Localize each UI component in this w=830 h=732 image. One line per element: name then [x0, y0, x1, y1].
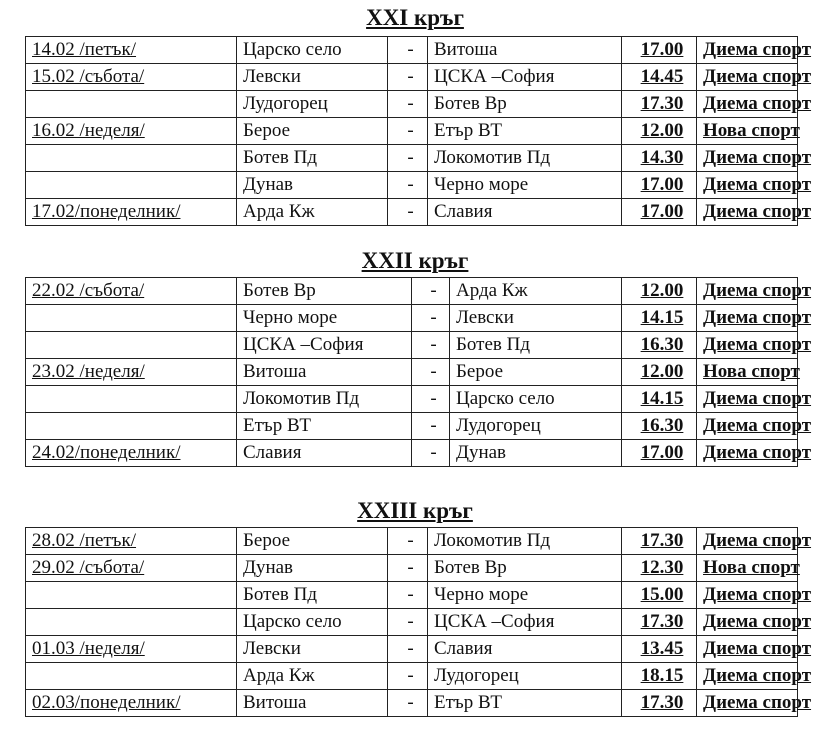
away-team-cell: Арда Кж	[450, 278, 622, 305]
separator-dash-cell: -	[388, 663, 428, 690]
home-team-cell: Берое	[237, 528, 388, 555]
kickoff-time: 12.00	[640, 361, 684, 382]
kickoff-time-cell	[622, 609, 697, 636]
kickoff-time: 12.00	[640, 120, 684, 141]
home-team-cell: Ботев Вр	[237, 278, 412, 305]
fixtures-table	[25, 527, 812, 717]
away-team-cell: Етър ВТ	[428, 690, 622, 717]
kickoff-time: 12.00	[640, 280, 684, 301]
tv-channel-cell	[697, 64, 812, 91]
match-date-cell	[26, 359, 237, 386]
home-team-cell: Левски	[237, 636, 388, 663]
match-date-cell	[26, 663, 237, 690]
away-team-cell: Берое	[450, 359, 622, 386]
match-date: 16.02 /неделя/	[32, 120, 145, 141]
separator-dash-cell: -	[388, 118, 428, 145]
tv-channel-cell	[697, 278, 812, 305]
kickoff-time-cell	[622, 91, 697, 118]
match-date: 01.03 /неделя/	[32, 638, 145, 659]
kickoff-time: 17.30	[640, 93, 684, 114]
tv-channel: Диема спорт	[703, 93, 812, 114]
tv-channel: Нова спорт	[703, 361, 800, 382]
away-team-cell: ЦСКА –София	[428, 609, 622, 636]
table-row	[26, 440, 798, 467]
table-row	[26, 305, 798, 332]
match-date-cell	[26, 37, 237, 64]
separator-dash-cell: -	[412, 305, 450, 332]
match-date: 17.02/понеделник/	[32, 201, 181, 222]
kickoff-time: 17.00	[640, 174, 684, 195]
tv-channel-cell	[697, 37, 812, 64]
table-row	[26, 582, 798, 609]
tv-channel-cell	[697, 172, 812, 199]
table-row	[26, 690, 798, 717]
table-row	[26, 609, 798, 636]
home-team-cell: Царско село	[237, 37, 388, 64]
tv-channel: Диема спорт	[703, 280, 812, 301]
match-date-cell	[26, 305, 237, 332]
kickoff-time-cell	[622, 663, 697, 690]
table-row	[26, 37, 798, 64]
separator-dash-cell: -	[412, 386, 450, 413]
kickoff-time-cell	[622, 64, 697, 91]
kickoff-time: 12.30	[640, 557, 684, 578]
tv-channel-cell	[697, 555, 798, 582]
kickoff-time: 17.30	[640, 530, 684, 551]
match-date: 15.02 /събота/	[32, 66, 145, 87]
table-row	[26, 278, 798, 305]
match-date-cell	[26, 332, 237, 359]
kickoff-time-cell	[622, 37, 697, 64]
away-team-cell: Локомотив Пд	[428, 528, 622, 555]
table-row	[26, 636, 798, 663]
kickoff-time-cell	[622, 305, 697, 332]
table-row	[26, 386, 798, 413]
kickoff-time-cell	[622, 332, 697, 359]
table-row	[26, 64, 798, 91]
kickoff-time: 14.30	[640, 147, 684, 168]
kickoff-time-cell	[622, 145, 697, 172]
tv-channel: Диема спорт	[703, 388, 812, 409]
table-row	[26, 528, 798, 555]
away-team-cell: Черно море	[428, 582, 622, 609]
kickoff-time-cell	[622, 172, 697, 199]
tv-channel-cell	[697, 663, 812, 690]
tv-channel: Диема спорт	[703, 147, 812, 168]
tv-channel-cell	[697, 636, 812, 663]
match-date: 24.02/понеделник/	[32, 442, 181, 463]
tv-channel: Нова спорт	[703, 557, 800, 578]
match-date-cell	[26, 440, 237, 467]
match-date-cell	[26, 636, 237, 663]
kickoff-time: 17.30	[640, 692, 684, 713]
separator-dash-cell: -	[412, 440, 450, 467]
tv-channel: Диема спорт	[703, 530, 812, 551]
tv-channel: Диема спорт	[703, 174, 812, 195]
home-team-cell: Ботев Пд	[237, 145, 388, 172]
kickoff-time-cell	[622, 555, 697, 582]
match-date: 29.02 /събота/	[32, 557, 145, 578]
tv-channel-cell	[697, 386, 812, 413]
kickoff-time-cell	[622, 359, 697, 386]
separator-dash-cell: -	[388, 199, 428, 226]
match-date-cell	[26, 172, 237, 199]
match-date-cell	[26, 528, 237, 555]
tv-channel-cell	[697, 413, 812, 440]
table-row	[26, 145, 798, 172]
tv-channel: Диема спорт	[703, 334, 812, 355]
match-date-cell	[26, 278, 237, 305]
kickoff-time-cell	[622, 528, 697, 555]
away-team-cell: Славия	[428, 199, 622, 226]
separator-dash-cell: -	[388, 690, 428, 717]
match-date: 23.02 /неделя/	[32, 361, 145, 382]
home-team-cell: Етър ВТ	[237, 413, 412, 440]
kickoff-time: 17.00	[640, 39, 684, 60]
tv-channel-cell	[697, 690, 812, 717]
separator-dash-cell: -	[412, 332, 450, 359]
tv-channel: Диема спорт	[703, 39, 812, 60]
home-team-cell: Арда Кж	[237, 199, 388, 226]
home-team-cell: Ботев Пд	[237, 582, 388, 609]
away-team-cell: Черно море	[428, 172, 622, 199]
away-team-cell: ЦСКА –София	[428, 64, 622, 91]
match-date-cell	[26, 91, 237, 118]
kickoff-time: 14.15	[640, 388, 684, 409]
table-row	[26, 332, 798, 359]
round-title: XXII кръг	[361, 248, 469, 273]
kickoff-time-cell	[622, 278, 697, 305]
kickoff-time-cell	[622, 440, 697, 467]
kickoff-time-cell	[622, 199, 697, 226]
kickoff-time-cell	[622, 690, 697, 717]
match-date-cell	[26, 555, 237, 582]
separator-dash-cell: -	[388, 636, 428, 663]
kickoff-time: 18.15	[640, 665, 684, 686]
kickoff-time: 13.45	[640, 638, 684, 659]
home-team-cell: Витоша	[237, 690, 388, 717]
separator-dash-cell: -	[388, 609, 428, 636]
match-date-cell	[26, 199, 237, 226]
separator-dash-cell: -	[388, 91, 428, 118]
separator-dash-cell: -	[388, 172, 428, 199]
fixtures-table	[25, 36, 812, 226]
tv-channel: Диема спорт	[703, 307, 812, 328]
home-team-cell: ЦСКА –София	[237, 332, 412, 359]
home-team-cell: Дунав	[237, 555, 388, 582]
match-date-cell	[26, 145, 237, 172]
table-row	[26, 413, 798, 440]
table-row	[26, 118, 798, 145]
match-date-cell	[26, 609, 237, 636]
tv-channel-cell	[697, 582, 812, 609]
match-date-cell	[26, 64, 237, 91]
match-date-cell	[26, 582, 237, 609]
kickoff-time-cell	[622, 413, 697, 440]
table-row	[26, 555, 798, 582]
home-team-cell: Славия	[237, 440, 412, 467]
separator-dash-cell: -	[388, 64, 428, 91]
kickoff-time: 15.00	[640, 584, 684, 605]
table-row	[26, 359, 798, 386]
match-date-cell	[26, 386, 237, 413]
tv-channel: Диема спорт	[703, 584, 812, 605]
home-team-cell: Черно море	[237, 305, 412, 332]
match-date-cell	[26, 118, 237, 145]
separator-dash-cell: -	[388, 582, 428, 609]
round-title: XXI кръг	[366, 5, 464, 30]
home-team-cell: Лудогорец	[237, 91, 388, 118]
tv-channel: Диема спорт	[703, 442, 812, 463]
table-row	[26, 91, 798, 118]
separator-dash-cell: -	[388, 528, 428, 555]
away-team-cell: Ботев Пд	[450, 332, 622, 359]
tv-channel-cell	[697, 440, 812, 467]
kickoff-time: 17.00	[640, 201, 684, 222]
tv-channel-cell	[697, 305, 812, 332]
away-team-cell: Левски	[450, 305, 622, 332]
tv-channel-cell	[697, 145, 812, 172]
away-team-cell: Локомотив Пд	[428, 145, 622, 172]
kickoff-time-cell	[622, 386, 697, 413]
separator-dash-cell: -	[388, 37, 428, 64]
table-row	[26, 663, 798, 690]
away-team-cell: Ботев Вр	[428, 91, 622, 118]
match-date: 28.02 /петък/	[32, 530, 137, 551]
away-team-cell: Лудогорец	[428, 663, 622, 690]
home-team-cell: Левски	[237, 64, 388, 91]
kickoff-time: 14.15	[640, 307, 684, 328]
tv-channel-cell	[697, 91, 812, 118]
round-title: XXIII кръг	[357, 498, 473, 523]
match-date-cell	[26, 690, 237, 717]
tv-channel: Диема спорт	[703, 201, 812, 222]
kickoff-time: 17.00	[640, 442, 684, 463]
match-date: 14.02 /петък/	[32, 39, 137, 60]
table-row	[26, 172, 798, 199]
tv-channel-cell	[697, 118, 798, 145]
away-team-cell: Ботев Вр	[428, 555, 622, 582]
home-team-cell: Дунав	[237, 172, 388, 199]
tv-channel: Диема спорт	[703, 665, 812, 686]
home-team-cell: Локомотив Пд	[237, 386, 412, 413]
away-team-cell: Славия	[428, 636, 622, 663]
tv-channel: Диема спорт	[703, 611, 812, 632]
separator-dash-cell: -	[412, 359, 450, 386]
kickoff-time-cell	[622, 582, 697, 609]
table-row	[26, 199, 798, 226]
match-date: 22.02 /събота/	[32, 280, 145, 301]
home-team-cell: Царско село	[237, 609, 388, 636]
away-team-cell: Етър ВТ	[428, 118, 622, 145]
home-team-cell: Арда Кж	[237, 663, 388, 690]
match-date: 02.03/понеделник/	[32, 692, 181, 713]
kickoff-time: 16.30	[640, 415, 684, 436]
tv-channel: Диема спорт	[703, 692, 812, 713]
tv-channel-cell	[697, 359, 798, 386]
separator-dash-cell: -	[388, 555, 428, 582]
kickoff-time: 14.45	[640, 66, 684, 87]
kickoff-time-cell	[622, 636, 697, 663]
home-team-cell: Берое	[237, 118, 388, 145]
kickoff-time: 17.30	[640, 611, 684, 632]
separator-dash-cell: -	[388, 145, 428, 172]
tv-channel: Диема спорт	[703, 66, 812, 87]
tv-channel: Нова спорт	[703, 120, 800, 141]
away-team-cell: Царско село	[450, 386, 622, 413]
match-date-cell	[26, 413, 237, 440]
separator-dash-cell: -	[412, 278, 450, 305]
away-team-cell: Лудогорец	[450, 413, 622, 440]
fixtures-table	[25, 277, 812, 467]
tv-channel-cell	[697, 528, 812, 555]
away-team-cell: Витоша	[428, 37, 622, 64]
tv-channel-cell	[697, 199, 812, 226]
separator-dash-cell: -	[412, 413, 450, 440]
home-team-cell: Витоша	[237, 359, 412, 386]
tv-channel-cell	[697, 332, 812, 359]
tv-channel: Диема спорт	[703, 638, 812, 659]
kickoff-time-cell	[622, 118, 697, 145]
tv-channel: Диема спорт	[703, 415, 812, 436]
away-team-cell: Дунав	[450, 440, 622, 467]
kickoff-time: 16.30	[640, 334, 684, 355]
tv-channel-cell	[697, 609, 812, 636]
